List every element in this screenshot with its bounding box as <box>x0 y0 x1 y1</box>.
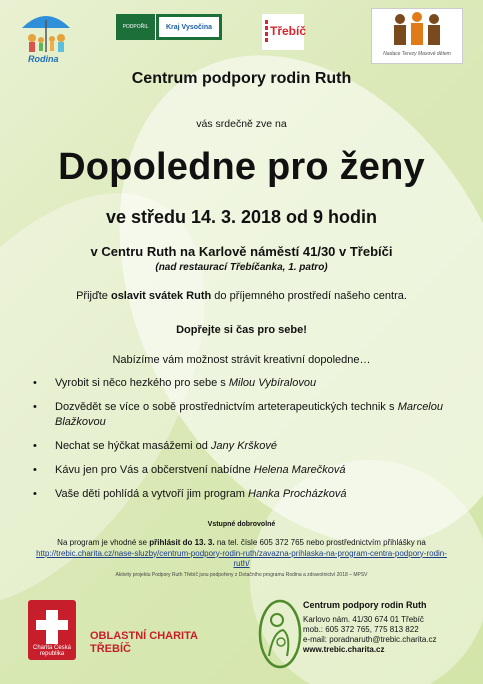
signup-deadline: přihlásit do 13. 3. <box>149 538 215 547</box>
charita-logo <box>28 600 76 660</box>
signup-text-end: na tel. čísle 605 372 765 nebo prostřednictvím přihlášky na <box>214 538 426 547</box>
bullet-icon: • <box>33 401 37 413</box>
activity-text: Kávu jen pro Vás a občerstvení nabídne <box>55 464 254 476</box>
signup-link[interactable]: http://trebic.charita.cz/nase-sluzby/centrum-podpory-rodin-ruth/zavazna-prihlaska-na-program-centra-podpory-rodin-ruth/ <box>36 548 447 568</box>
intro-text-bold: oslavit svátek Ruth <box>110 290 212 302</box>
nadace-logo-caption: Nadace Terezy Maxové dětem <box>383 51 451 57</box>
event-date: ve středu 14. 3. 2018 od 9 hodin <box>105 207 378 227</box>
list-item <box>33 487 443 502</box>
list-item <box>33 463 443 478</box>
list-item <box>33 376 443 391</box>
funding-note: Aktivity projektu Podpory Ruth Třebíč jsou podpořeny z Dotačního programu Rodina a zdravotnictví 2018 – MPSV <box>115 572 368 578</box>
offer-intro: Nabízíme vám možnost strávit kreativní dopoledne… <box>112 354 371 366</box>
activity-list <box>33 376 443 511</box>
entry-fee-note: Vstupné dobrovolné <box>207 521 276 528</box>
charita-logo-caption: Charita Česká republika <box>32 645 71 657</box>
activity-person: Milou Vybíralovou <box>228 377 317 389</box>
contact-address: Karlovo nám. 41/30 674 01 Třebíč <box>303 615 424 624</box>
contact-block <box>303 600 478 655</box>
signup-text-start: Na program je vhodné se <box>57 538 150 547</box>
organization-title: Centrum podpory rodin Ruth <box>131 70 352 87</box>
activity-text: Dozvědět se více o sobě prostřednictvím arteterapeutických technik s <box>55 401 398 413</box>
activity-person: Hanka Procházková <box>248 488 347 500</box>
rodina-logo-text: Rodina <box>28 54 59 64</box>
contact-email[interactable]: e-mail: poradnaruth@trebic.charita.cz <box>303 635 437 644</box>
bullet-icon: • <box>33 440 37 452</box>
event-place: v Centru Ruth na Karlově náměstí 41/30 v Třebíči <box>90 244 393 259</box>
kraj-vysocina-logo <box>116 14 222 40</box>
intro-text-end: do příjemného prostředí našeho centra. <box>211 290 407 302</box>
trebic-logo <box>262 14 307 50</box>
contact-website[interactable]: www.trebic.charita.cz <box>303 645 385 654</box>
contact-phone: mob.: 605 372 765, 775 813 822 <box>303 625 419 634</box>
activity-person: Jany Krškové <box>210 440 277 452</box>
activity-text: Vyrobit si něco hezkého pro sebe s <box>55 377 229 389</box>
ruth-logo <box>257 598 303 670</box>
activity-text: Nechat se hýčkat masážemi od <box>55 440 211 452</box>
charita-block <box>28 600 213 670</box>
bullet-icon: • <box>33 377 37 389</box>
trebic-logo-text: Třebíč <box>270 24 307 38</box>
activity-person: Helena Marečková <box>253 464 346 476</box>
signup-info <box>30 538 453 570</box>
slogan: Dopřejte si čas pro sebe! <box>176 324 307 336</box>
activity-text: Vaše děti pohlídá a vytvoří jim program <box>55 488 248 500</box>
charita-name-line2: TŘEBÍČ <box>90 643 131 655</box>
bullet-icon: • <box>33 464 37 476</box>
list-item <box>33 400 443 430</box>
contact-title: Centrum podpory rodin Ruth <box>303 600 427 610</box>
invite-line: vás srdečně zve na <box>196 118 287 130</box>
bullet-icon: • <box>33 488 37 500</box>
rodina-logo <box>14 6 78 66</box>
event-place-note: (nad restaurací Třebíčanka, 1. patro) <box>155 262 328 273</box>
charita-name <box>90 630 198 656</box>
intro-text-start: Přijďte <box>76 290 111 302</box>
activity-person: Marcelou Blažkovou <box>55 401 443 428</box>
kraj-logo-name: Kraj Vysočina <box>159 17 219 37</box>
event-title: Dopoledne pro ženy <box>58 146 425 188</box>
charita-name-line1: OBLASTNÍ CHARITA <box>90 630 198 642</box>
kraj-logo-small-text: PODPOŘIL <box>116 14 156 40</box>
intro-paragraph <box>0 290 483 302</box>
nadace-logo <box>371 8 463 64</box>
list-item <box>33 439 443 454</box>
